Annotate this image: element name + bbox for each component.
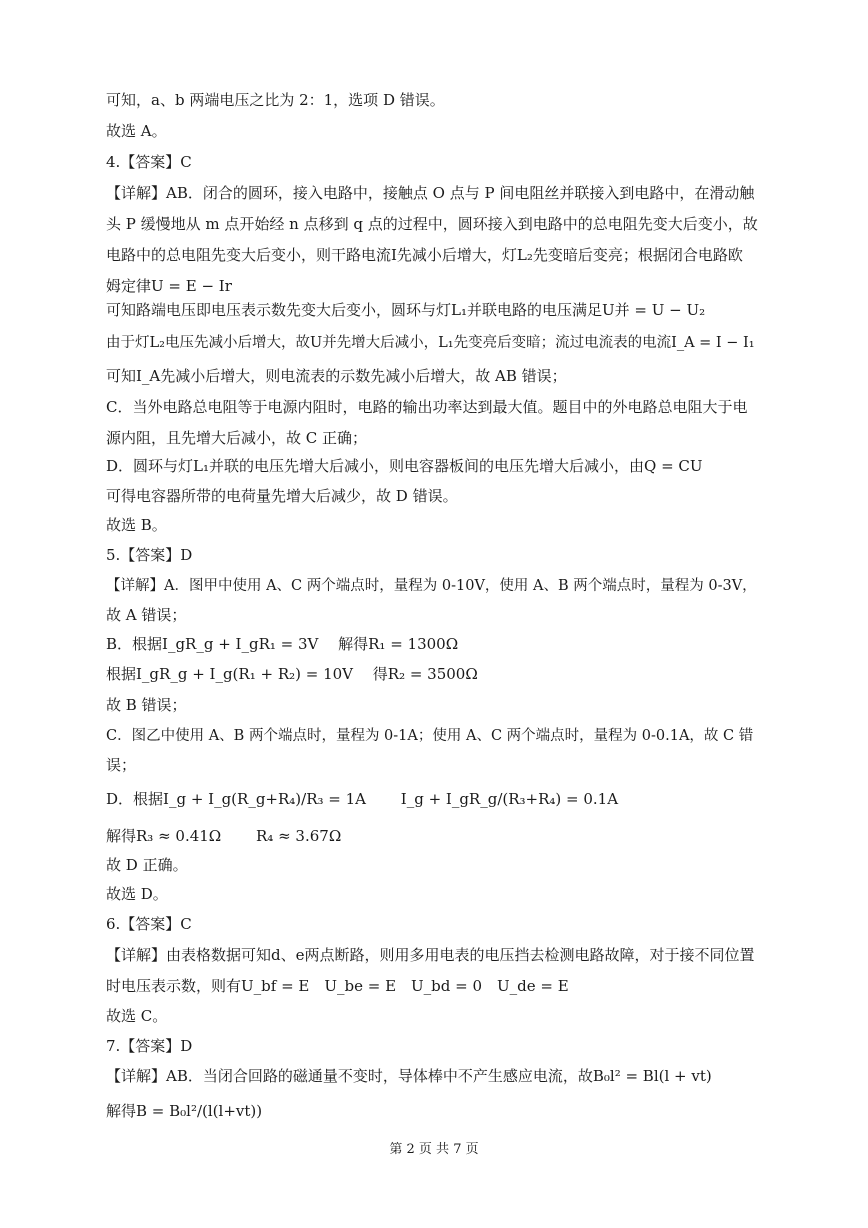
text-line: 姆定律U = E − Ir: [106, 277, 232, 295]
text-line: 故选 D。: [106, 885, 168, 903]
text-line: 可知路端电压即电压表示数先变大后变小，圆环与灯L₁并联电路的电压满足U并 = U − U₂: [106, 301, 706, 319]
page-footer: 第 2 页 共 7 页: [389, 1142, 479, 1157]
text-line: 【详解】AB．当闭合回路的磁通量不变时，导体棒中不产生感应电流，故B₀l² = Bl(l + vt): [106, 1067, 712, 1085]
text-line: 故 D 正确。: [106, 856, 188, 874]
text-line: 故选 B。: [106, 516, 167, 534]
answer-heading: 5.【答案】D: [106, 546, 193, 564]
text-line: 故 A 错误；: [106, 606, 187, 624]
text-line: 由于灯L₂电压先减小后增大，故U并先增大后减小，L₁先变亮后变暗；流过电流表的电流I_A = I − I₁: [106, 335, 755, 351]
text-line: C．图乙中使用 A、B 两个端点时，量程为 0-1A；使用 A、C 两个端点时，量程为 0-0.1A，故 C 错: [106, 728, 754, 744]
text-line: 误；: [106, 756, 137, 774]
text-line: 【详解】AB．闭合的圆环，接入电路中，接触点 O 点与 P 间电阻丝并联接入到电路中，在滑动触: [106, 184, 755, 202]
text-line: 【详解】A．图甲中使用 A、C 两个端点时，量程为 0-10V，使用 A、B 两个端点时，量程为 0-3V，: [106, 578, 757, 594]
text-line: 可知I_A先减小后增大，则电流表的示数先减小后增大，故 AB 错误；: [106, 367, 567, 385]
equation-line: 时电压表示数，则有U_bf = E U_be = E U_bd = 0 U_de = E: [106, 977, 569, 995]
answer-heading: 6.【答案】C: [106, 915, 192, 933]
text-line: 头 P 缓慢地从 m 点开始经 n 点移到 q 点的过程中，圆环接入到电路中的总电阻先变大后变小，故: [106, 215, 758, 233]
text-line: 故选 C。: [106, 1007, 168, 1025]
text-line: 可知，a、b 两端电压之比为 2：1，选项 D 错误。: [106, 91, 445, 109]
text-line: C．当外电路总电阻等于电源内阻时，电路的输出功率达到最大值。题目中的外电路总电阻大于电: [106, 398, 748, 416]
equation-line: B．根据I_gR_g + I_gR₁ = 3V 解得R₁ = 1300Ω: [106, 635, 459, 653]
text-line: 电路中的总电阻先变大后变小，则干路电流I先减小后增大，灯L₂先变暗后变亮；根据闭合电路欧: [106, 246, 743, 264]
text-line: 【详解】由表格数据可知d、e两点断路，则用多用电表的电压挡去检测电路故障，对于接不同位置: [106, 946, 755, 964]
equation-line: 解得B = B₀l²/(l(l+vt)): [106, 1102, 263, 1120]
text-line: 可得电容器所带的电荷量先增大后减少，故 D 错误。: [106, 487, 458, 505]
equation-line: 根据I_gR_g + I_g(R₁ + R₂) = 10V 得R₂ = 3500Ω: [106, 665, 478, 683]
text-line: 源内阻，且先增大后减小，故 C 正确；: [106, 429, 368, 447]
text-line: 故 B 错误；: [106, 696, 187, 714]
text-line: D．圆环与灯L₁并联的电压先增大后减小，则电容器板间的电压先增大后减小，由Q = CU: [106, 457, 703, 475]
equation-line: 解得R₃ ≈ 0.41Ω R₄ ≈ 3.67Ω: [106, 827, 342, 845]
answer-heading: 4.【答案】C: [106, 153, 192, 171]
text-line: 故选 A。: [106, 122, 167, 140]
equation-line: D．根据I_g + I_g(R_g+R₄)/R₃ = 1A I_g + I_gR_g/(R₃+R₄) = 0.1A: [106, 790, 619, 808]
answer-heading: 7.【答案】D: [106, 1037, 193, 1055]
